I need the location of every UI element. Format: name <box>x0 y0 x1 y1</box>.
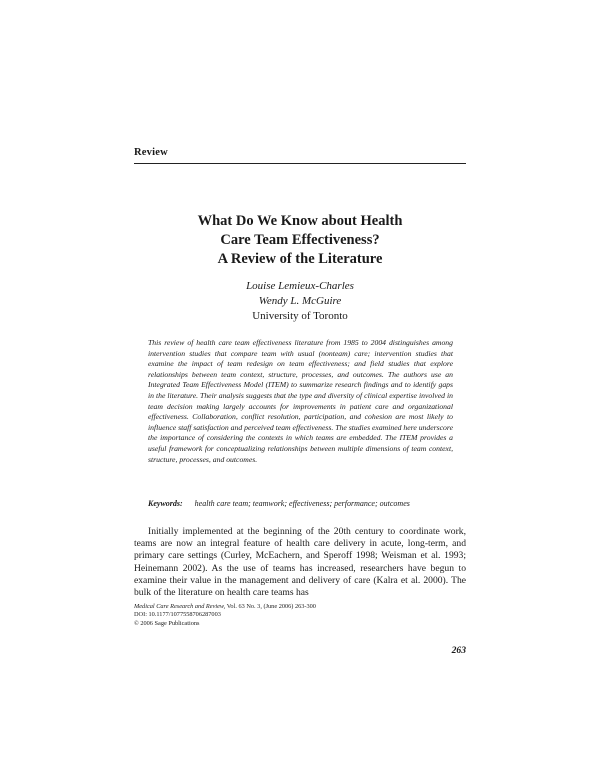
journal-citation: Vol. 63 No. 3, (June 2006) 263-300 <box>226 603 316 610</box>
publication-footnote <box>134 603 466 628</box>
header-rule <box>134 163 466 164</box>
keywords <box>148 499 468 508</box>
author-block <box>134 279 466 324</box>
author-name: Louise Lemieux-Charles <box>246 280 354 292</box>
title-line-3: A Review of the Literature <box>217 251 383 267</box>
author-name: Wendy L. McGuire <box>258 295 342 307</box>
title-line-1: What Do We Know about Health <box>197 213 403 229</box>
keywords-label: Keywords: <box>148 499 183 508</box>
journal-name: Medical Care Research and Review, <box>134 603 226 610</box>
author-affiliation: University of Toronto <box>252 310 348 322</box>
copyright: © 2006 Sage Publications <box>134 619 200 627</box>
title-line-2: Care Team Effectiveness? <box>220 232 380 248</box>
keywords-text: health care team; teamwork; effectiveness; performance; outcomes <box>194 499 410 508</box>
article-title <box>134 212 466 269</box>
abstract: This review of health care team effectiveness literature from 1985 to 2004 distinguishes among intervention studies that compare team with usual (nonteam) care; intervention studies that examine the impact of team redesign on team effectiveness; and field studies that explore relationships between team context, structure, processes, and outcomes. The authors use an Integrated Team Effectiveness Model (ITEM) to summarize research findings and to identify gaps in the literature. Their analysis suggests that the type and diversity of clinical expertise involved in team decision making largely accounts for improvements in patient care and organizational effectiveness. Collaboration, conflict resolution, participation, and cohesion are most likely to influence staff satisfaction and perceived team effectiveness. The studies examined here underscore the importance of considering the contexts in which teams are embedded. The ITEM provides a useful framework for conceptualizing relationships between multiple dimensions of team context, structure, processes, and outcomes. <box>148 338 453 464</box>
section-label: Review <box>134 147 168 158</box>
body-paragraph: Initially implemented at the beginning of the 20th century to coordinate work, teams are now an integral feature of health care delivery in acute, long-term, and primary care settings (Curley, McEachern, and Speroff 1998; Weisman et al. 1993; Heinemann 2002). As the use of teams has increased, researchers have begun to examine their value in the management and delivery of care (Kalra et al. 2000). The bulk of the literature on health care teams has <box>134 526 466 599</box>
page-number: 263 <box>451 645 466 656</box>
doi: DOI: 10.1177/1077558706287003 <box>134 611 221 619</box>
